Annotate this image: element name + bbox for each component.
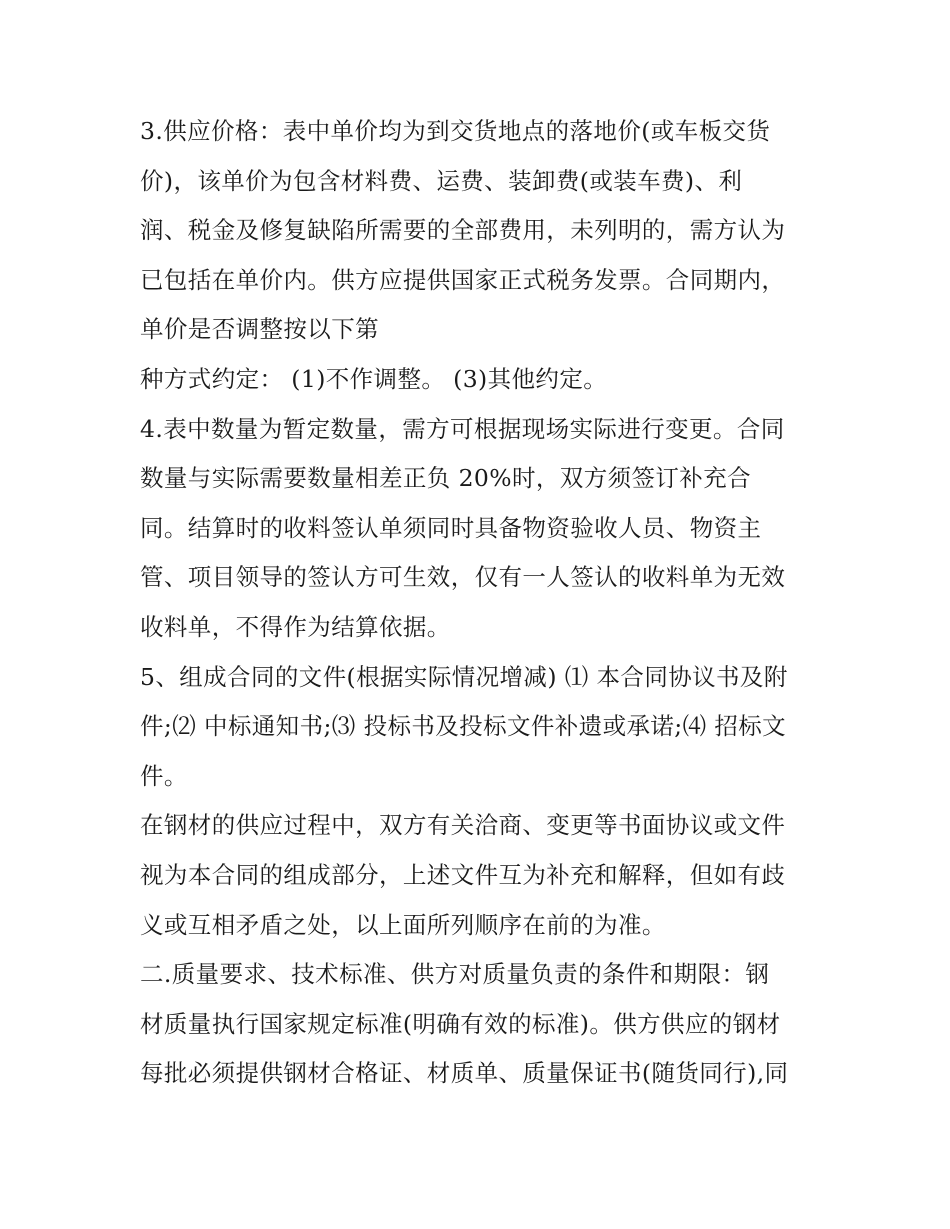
text-line-price-2: 价)，该单价为包含材料费、运费、装卸费(或装车费)、利 [140,166,743,195]
text-line-quality-3: 每批必须提供钢材合格证、材质单、质量保证书(随货同行),同 [140,1059,789,1088]
text-line-quantity-2: 数量与实际需要数量相差正负 20%时，双方须签订补充合 [140,464,752,493]
text-line-quantity-4: 管、项目领导的签认方可生效，仅有一人签认的收料单为无效 [140,563,786,592]
text-line-quantity-1: 4.表中数量为暂定数量，需方可根据现场实际进行变更。合同 [140,414,785,443]
text-line-quality-1: 二.质量要求、技术标准、供方对质量负责的条件和期限：钢 [140,960,770,989]
text-line-supply-3: 义或互相矛盾之处，以上面所列顺序在前的为准。 [140,910,666,939]
text-line-documents-2: 件;⑵ 中标通知书;⑶ 投标书及投标文件补遗或承诺;⑷ 招标文 [140,712,787,741]
text-line-quality-2: 材质量执行国家规定标准(明确有效的标准)。供方供应的钢材 [140,1009,781,1038]
text-line-supply-2: 视为本合同的组成部分，上述文件互为补充和解释，但如有歧 [140,860,786,889]
text-line-documents-1: 5、组成合同的文件(根据实际情况增减) ⑴ 本合同协议书及附 [140,662,788,691]
text-line-price-1: 3.供应价格：表中单价均为到交货地点的落地价(或车板交货 [140,117,771,145]
text-line-quantity-5: 收料单，不得作为结算依据。 [140,612,451,641]
text-line-price-6: 种方式约定： (1)不作调整。 (3)其他约定。 [140,364,608,393]
text-line-documents-3: 件。 [140,761,188,790]
text-line-supply-1: 在钢材的供应过程中，双方有关洽商、变更等书面协议或文件 [140,811,786,840]
text-line-price-5: 单价是否调整按以下第 [140,315,379,344]
document-body [140,107,830,1099]
text-line-price-4: 已包括在单价内。供方应提供国家正式税务发票。合同期内， [140,265,786,294]
text-line-price-3: 润、税金及修复缺陷所需要的全部费用，未列明的，需方认为 [140,216,786,245]
text-line-quantity-3: 同。结算时的收料签认单须同时具备物资验收人员、物资主 [140,513,762,542]
